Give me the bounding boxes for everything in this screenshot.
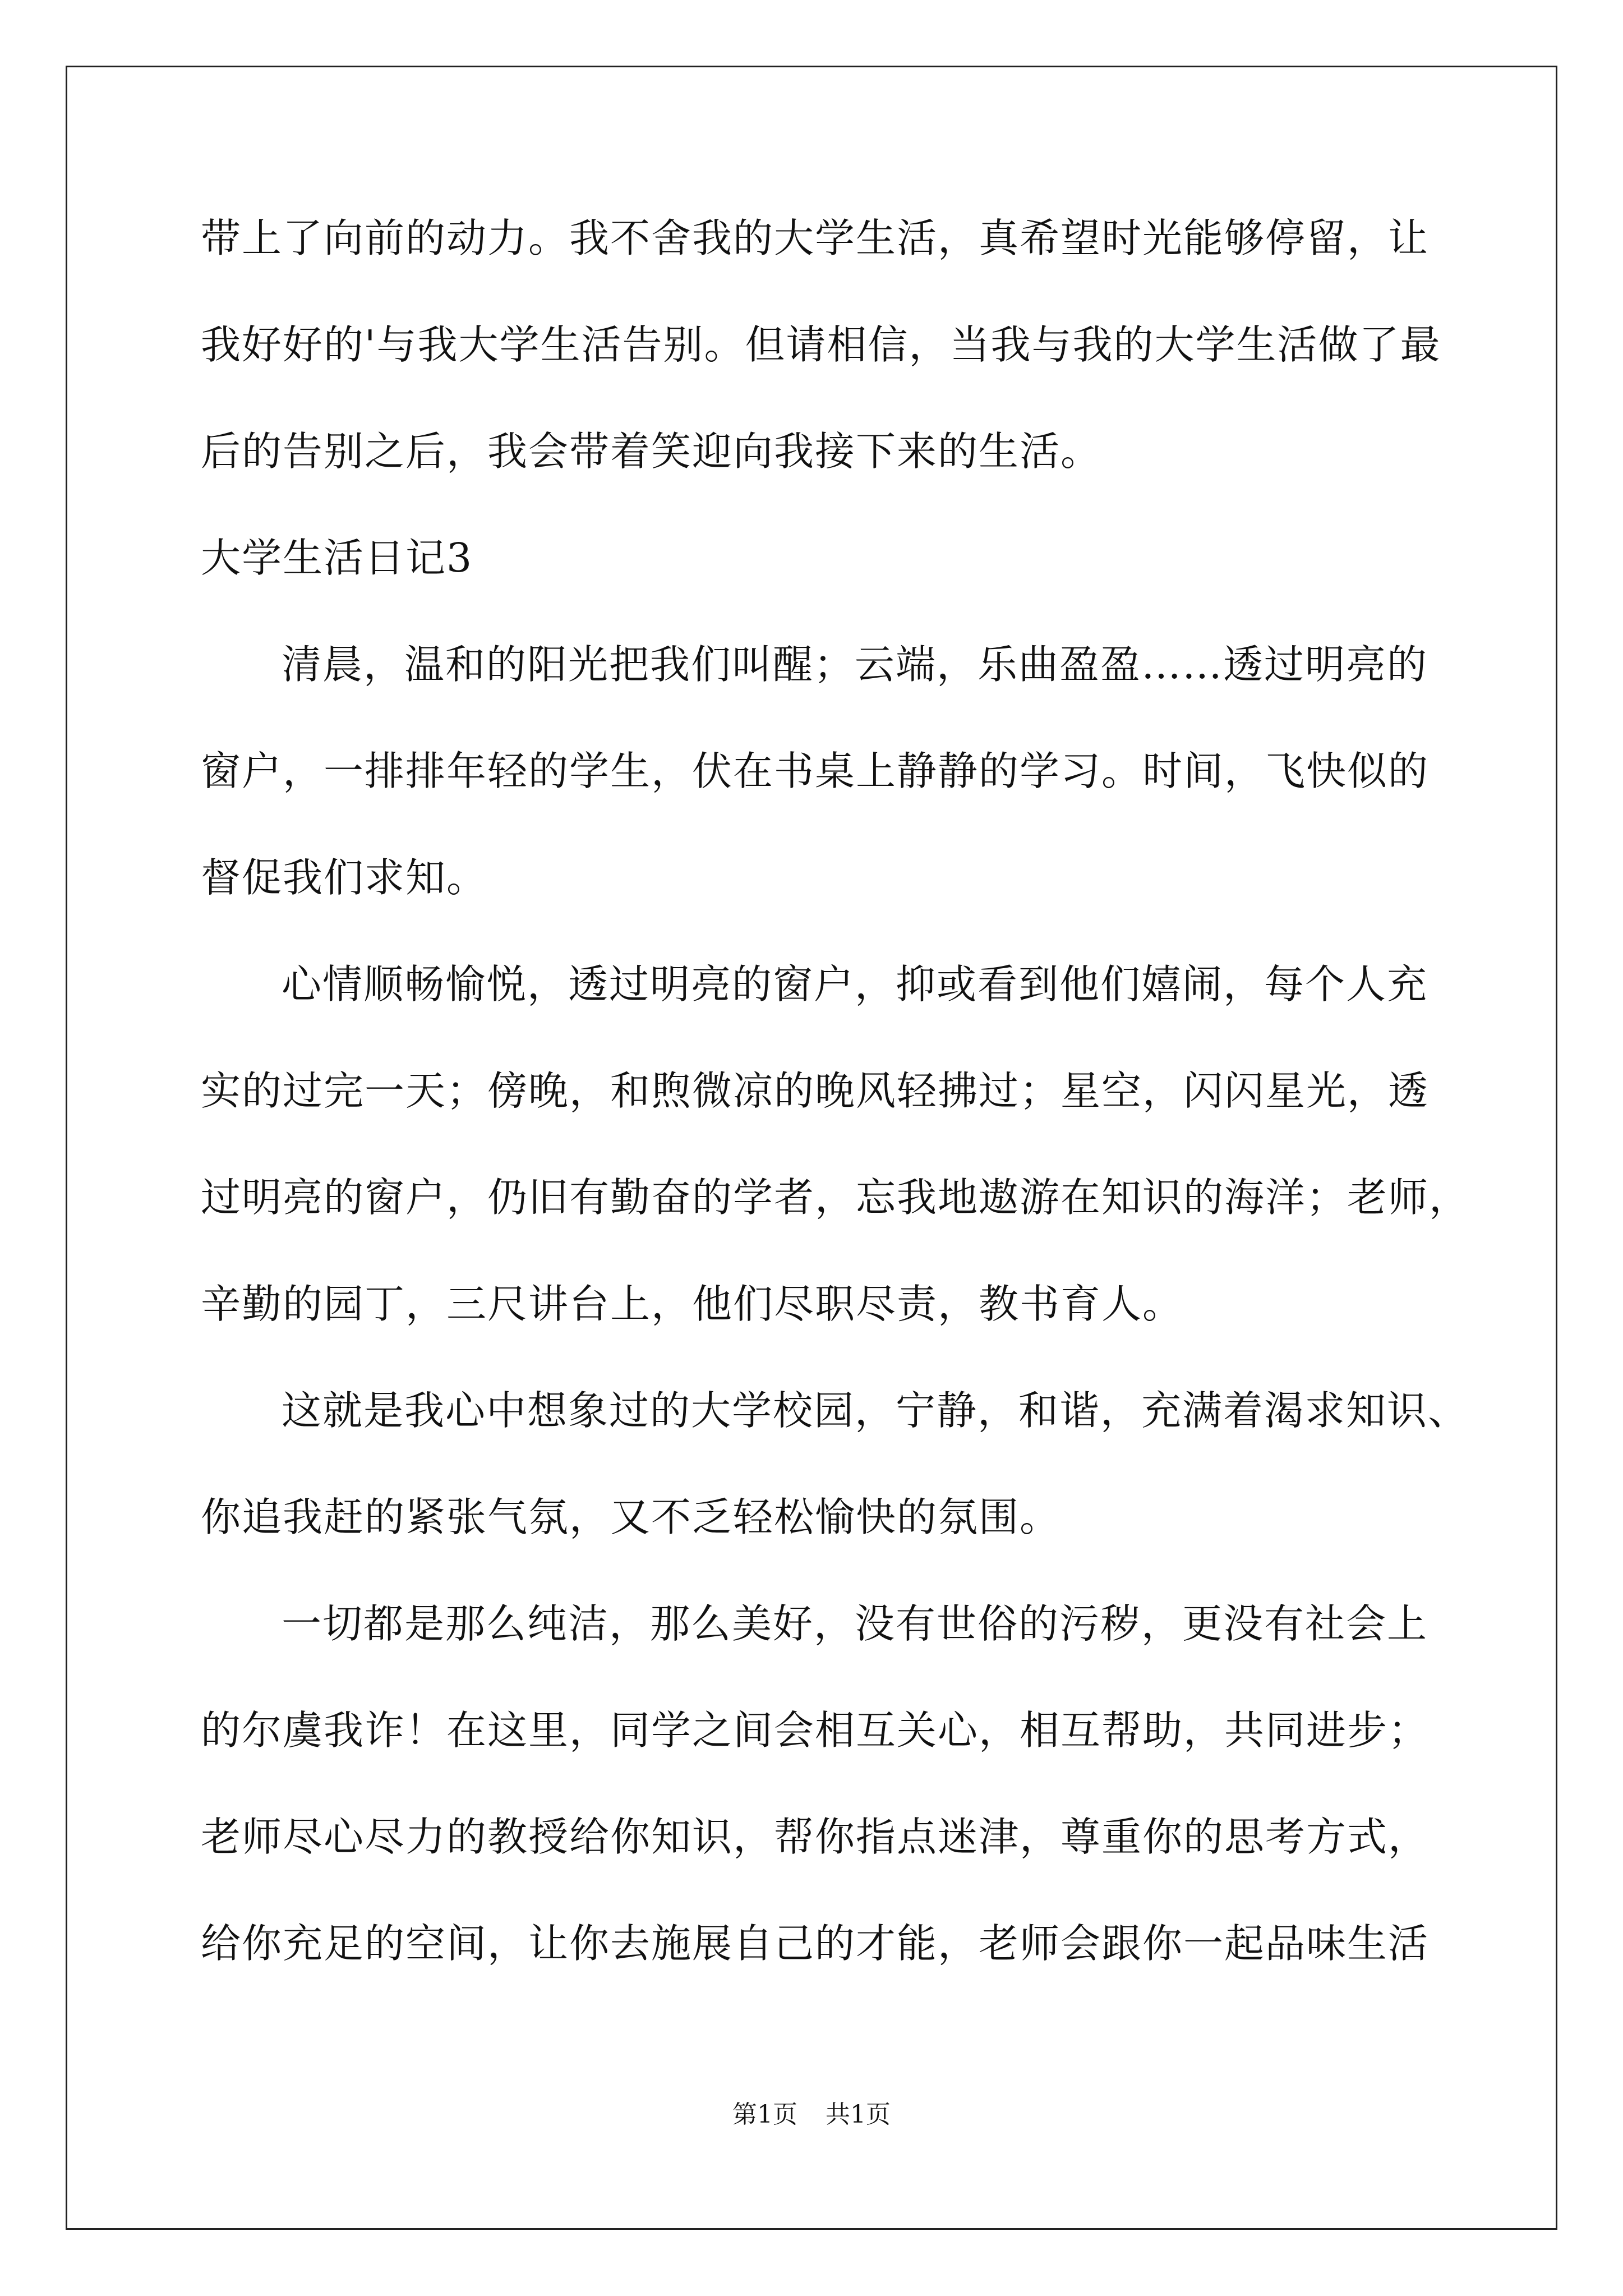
page-total: 共1页 <box>826 2100 891 2129</box>
paragraph-line: 实的过完一天；傍晚，和煦微凉的晚风轻拂过；星空，闪闪星光，透 <box>201 1068 1430 1114</box>
paragraph-line: 老师尽心尽力的教授给你知识，帮你指点迷津，尊重你的思考方式， <box>201 1814 1430 1860</box>
page-number: 第1页 <box>732 2100 797 2129</box>
paragraph-line: 一切都是那么纯洁，那么美好，没有世俗的污秽，更没有社会上 <box>282 1600 1428 1647</box>
page-border <box>66 66 1557 2230</box>
paragraph-line: 你追我赶的紧张气氛，又不乏轻松愉快的氛围。 <box>201 1494 1061 1540</box>
section-heading: 大学生活日记3 <box>201 535 473 581</box>
paragraph-line: 辛勤的园丁，三尺讲台上，他们尽职尽责，教书育人。 <box>201 1281 1184 1327</box>
paragraph-line: 心情顺畅愉悦，透过明亮的窗户，抑或看到他们嬉闹，每个人充 <box>282 961 1428 1007</box>
paragraph-line: 的尔虞我诈！在这里，同学之间会相互关心，相互帮助，共同进步； <box>201 1707 1430 1754</box>
paragraph-line: 我好好的'与我大学生活告别。但请相信，当我与我的大学生活做了最 <box>201 321 1441 368</box>
paragraph-line: 督促我们求知。 <box>201 854 488 901</box>
paragraph-line: 后的告别之后，我会带着笑迎向我接下来的生活。 <box>201 428 1102 475</box>
paragraph-line: 清晨，温和的阳光把我们叫醒；云端，乐曲盈盈……透过明亮的 <box>282 641 1428 688</box>
paragraph-line: 给你充足的空间，让你去施展自己的才能，老师会跟你一起品味生活 <box>201 1920 1430 1967</box>
paragraph-line: 过明亮的窗户，仍旧有勤奋的学者，忘我地遨游在知识的海洋；老师， <box>201 1174 1470 1221</box>
page-footer <box>0 2098 1623 2132</box>
paragraph-line: 带上了向前的动力。我不舍我的大学生活，真希望时光能够停留，让 <box>201 215 1430 261</box>
paragraph-line: 窗户，一排排年轻的学生，伏在书桌上静静的学习。时间，飞快似的 <box>201 748 1430 794</box>
paragraph-line: 这就是我心中想象过的大学校园，宁静，和谐，充满着渴求知识、 <box>282 1387 1469 1434</box>
